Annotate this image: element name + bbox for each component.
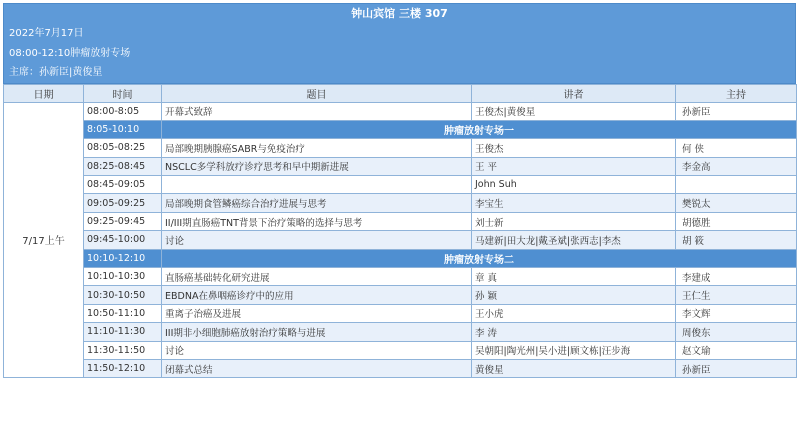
col-header-host: 主持 (676, 84, 797, 102)
cell-topic: 局部晚期胰腺癌SABR与免疫治疗 (162, 139, 472, 157)
schedule-header (3, 3, 796, 84)
cell-topic: 讨论 (162, 341, 472, 359)
col-header-date: 日期 (4, 84, 84, 102)
cell-topic: 重离子治癌及进展 (162, 304, 472, 322)
schedule-table (3, 84, 797, 379)
cell-host: 王仁生 (676, 286, 797, 304)
section-title: 肿瘤放射专场一 (162, 120, 797, 138)
cell-time: 10:50-11:10 (84, 304, 162, 322)
cell-topic: 局部晚期食管鳞癌综合治疗进展与思考 (162, 194, 472, 212)
cell-host: 何 侠 (676, 139, 797, 157)
date-cell: 7/17上午 (4, 102, 84, 378)
cell-time: 09:45-10:00 (84, 231, 162, 249)
cell-topic: NSCLC多学科放疗诊疗思考和早中期新进展 (162, 157, 472, 175)
cell-speaker: 王小虎 (472, 304, 676, 322)
table-row (4, 359, 797, 377)
cell-speaker: 刘士新 (472, 212, 676, 230)
cell-topic: 直肠癌基础转化研究进展 (162, 268, 472, 286)
cell-speaker: 王俊杰|黄俊星 (472, 102, 676, 120)
cell-speaker: 吴朝阳|陶光州|吴小进|顾文栋|汪步海 (472, 341, 676, 359)
venue-title: 钟山宾馆 三楼 307 (351, 7, 448, 20)
cell-speaker: 李 涛 (472, 323, 676, 341)
section-time: 10:10-12:10 (84, 249, 162, 267)
table-row (4, 286, 797, 304)
col-header-speaker: 讲者 (472, 84, 676, 102)
table-row (4, 139, 797, 157)
session-chair: 主席：孙新臣|黄俊星 (9, 67, 103, 78)
session-name: 08:00-12:10肿瘤放射专场 (9, 47, 131, 59)
cell-speaker: 王俊杰 (472, 139, 676, 157)
cell-host: 孙新臣 (676, 102, 797, 120)
cell-time: 08:00-8:05 (84, 102, 162, 120)
cell-time: 09:25-09:45 (84, 212, 162, 230)
cell-time: 08:25-08:45 (84, 157, 162, 175)
cell-host: 李建成 (676, 268, 797, 286)
cell-host: 李金高 (676, 157, 797, 175)
table-header-row (4, 84, 797, 102)
table-row (4, 157, 797, 175)
cell-host: 胡 筱 (676, 231, 797, 249)
cell-speaker: John Suh (472, 176, 676, 194)
table-row (4, 323, 797, 341)
session-date: 2022年7月17日 (9, 28, 84, 39)
cell-host (676, 176, 797, 194)
cell-topic: 讨论 (162, 231, 472, 249)
cell-speaker: 李宝生 (472, 194, 676, 212)
cell-time: 11:30-11:50 (84, 341, 162, 359)
cell-topic: 开幕式致辞 (162, 102, 472, 120)
cell-time: 11:50-12:10 (84, 359, 162, 377)
table-row (4, 304, 797, 322)
cell-host: 周俊东 (676, 323, 797, 341)
cell-time: 10:10-10:30 (84, 268, 162, 286)
table-row (4, 268, 797, 286)
cell-time: 11:10-11:30 (84, 323, 162, 341)
cell-time: 08:45-09:05 (84, 176, 162, 194)
cell-host: 赵文瑜 (676, 341, 797, 359)
table-row (4, 102, 797, 120)
cell-topic (162, 176, 472, 194)
cell-speaker: 黄俊星 (472, 359, 676, 377)
cell-topic: 闭幕式总结 (162, 359, 472, 377)
cell-host: 胡德胜 (676, 212, 797, 230)
section-title: 肿瘤放射专场二 (162, 249, 797, 267)
cell-speaker: 章 真 (472, 268, 676, 286)
schedule-panel (3, 3, 796, 378)
cell-host: 樊锐太 (676, 194, 797, 212)
col-header-time: 时间 (84, 84, 162, 102)
cell-time: 09:05-09:25 (84, 194, 162, 212)
cell-time: 08:05-08:25 (84, 139, 162, 157)
table-row (4, 176, 797, 194)
table-row (4, 341, 797, 359)
schedule-body (4, 102, 797, 378)
section-row (4, 120, 797, 138)
cell-speaker: 马建新|田大龙|戴圣斌|张西志|李杰 (472, 231, 676, 249)
table-row (4, 194, 797, 212)
col-header-topic: 题目 (162, 84, 472, 102)
section-row (4, 249, 797, 267)
table-row (4, 212, 797, 230)
cell-topic: EBDNA在鼻咽癌诊疗中的应用 (162, 286, 472, 304)
cell-speaker: 王 平 (472, 157, 676, 175)
cell-topic: III期非小细胞肺癌放射治疗策略与进展 (162, 323, 472, 341)
cell-topic: II/III期直肠癌TNT背景下治疗策略的选择与思考 (162, 212, 472, 230)
cell-host: 孙新臣 (676, 359, 797, 377)
table-row (4, 231, 797, 249)
cell-time: 10:30-10:50 (84, 286, 162, 304)
section-time: 8:05-10:10 (84, 120, 162, 138)
cell-speaker: 孙 颖 (472, 286, 676, 304)
cell-host: 李文辉 (676, 304, 797, 322)
